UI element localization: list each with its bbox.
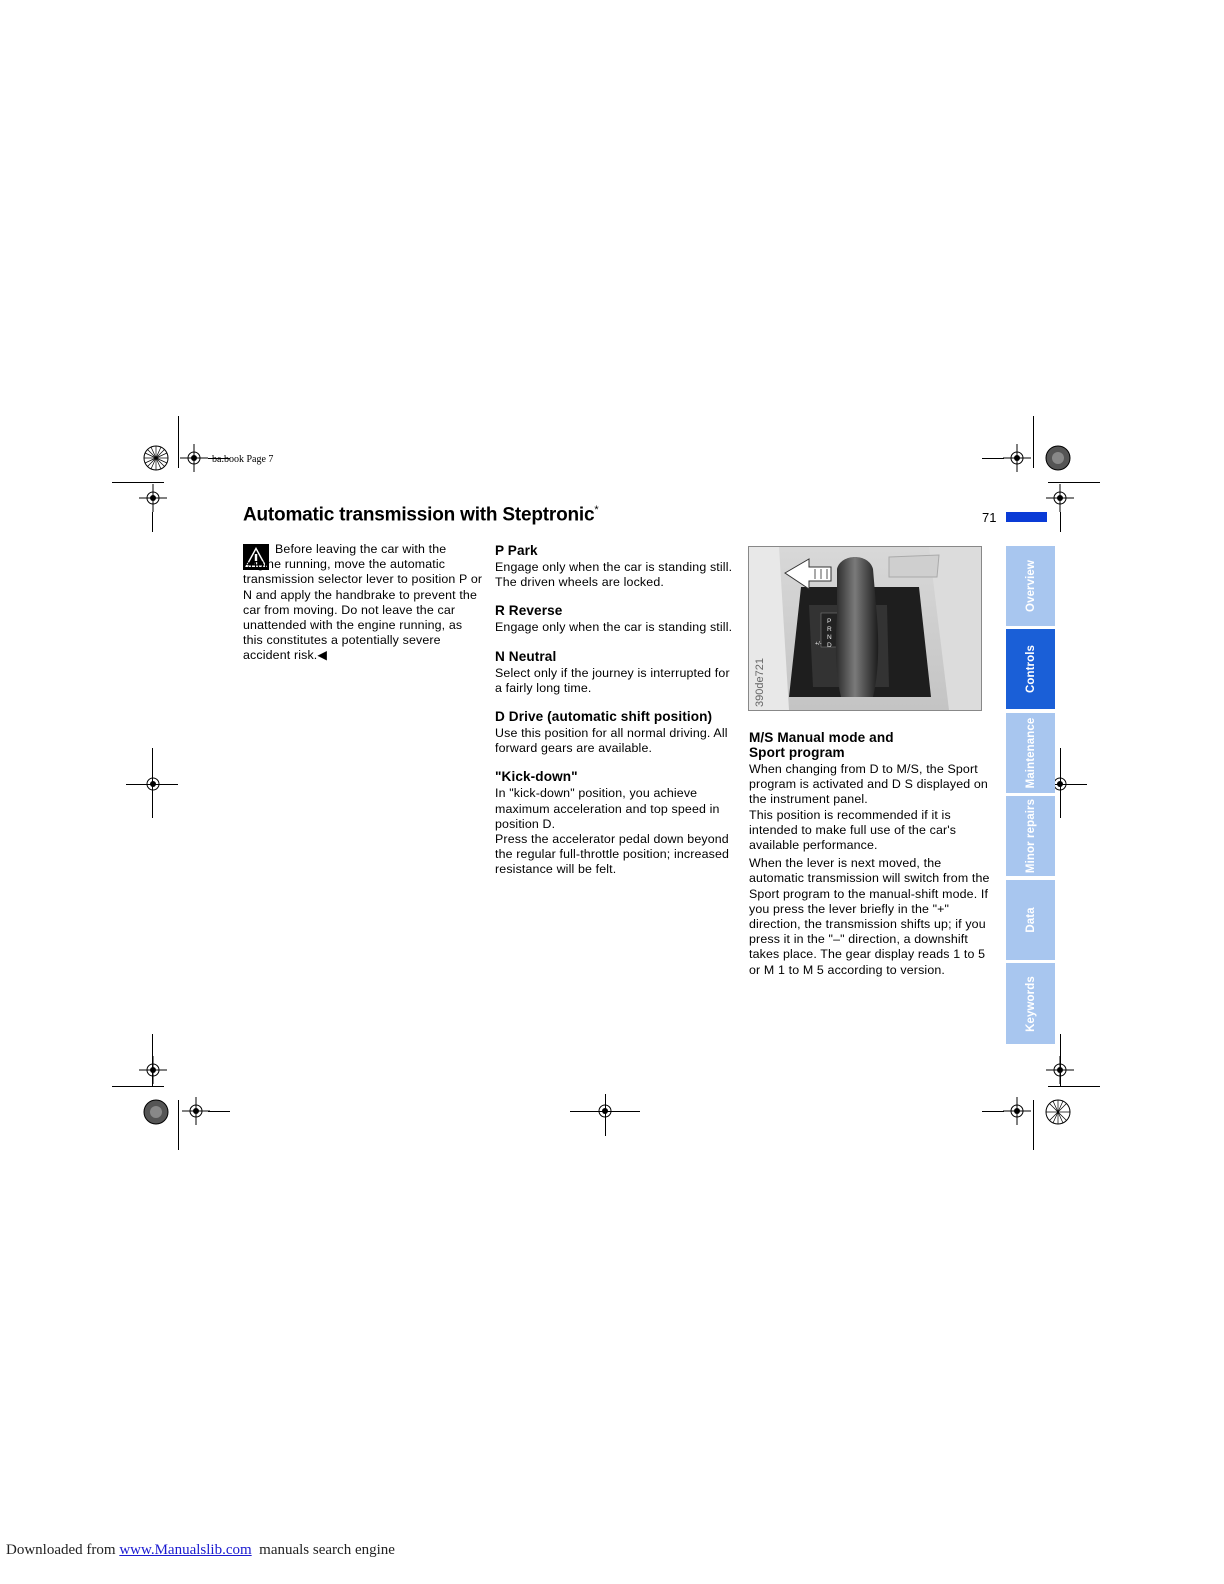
tab-minor-repairs-label: Minor repairs bbox=[1024, 798, 1037, 874]
registration-mark-icon bbox=[1040, 1094, 1076, 1130]
crosshair-icon bbox=[139, 484, 167, 512]
tab-data[interactable] bbox=[1006, 880, 1055, 960]
park-heading: P Park bbox=[495, 543, 538, 558]
neutral-heading: N Neutral bbox=[495, 648, 557, 664]
tab-controls[interactable] bbox=[1006, 629, 1055, 709]
tab-data-label: Data bbox=[1024, 907, 1037, 933]
manualslib-link[interactable]: www.Manualslib.com bbox=[119, 1542, 252, 1558]
end-mark-icon: ◀ bbox=[317, 648, 328, 663]
tab-maintenance[interactable] bbox=[1006, 713, 1055, 793]
tab-maintenance-label: Maintenance bbox=[1024, 717, 1037, 789]
tab-keywords[interactable] bbox=[1006, 963, 1055, 1044]
selector-lever-photo bbox=[748, 546, 982, 711]
crosshair-icon bbox=[139, 1056, 167, 1084]
section-drive bbox=[495, 709, 737, 756]
right-column bbox=[749, 730, 994, 981]
gate-label-r: R bbox=[827, 626, 832, 633]
section-kickdown bbox=[495, 769, 737, 877]
ms-heading-2: Sport program bbox=[749, 745, 845, 760]
warning-text-block bbox=[243, 542, 483, 664]
page-title bbox=[243, 504, 598, 526]
warning-text: Before leaving the car with the engine running, move the automatic transmission selector lever to position P or N and apply the handbrake to prevent the car from moving. Do not leave the car unattended with the engine running, as this constitutes a potentially severe accident risk. bbox=[243, 542, 483, 663]
footer-prefix: Downloaded from bbox=[6, 1542, 120, 1558]
gate-label-manual: +/- bbox=[815, 641, 822, 647]
kickdown-text-1: In "kick-down" position, you achieve maximum acceleration and top speed in position D. bbox=[495, 786, 720, 831]
registration-mark-icon bbox=[138, 1094, 174, 1130]
tab-overview-label: Overview bbox=[1024, 560, 1037, 612]
book-label: ba.book Page 7 bbox=[212, 454, 274, 465]
gate-label-d: D bbox=[827, 642, 832, 649]
crosshair-icon bbox=[591, 1097, 619, 1125]
kickdown-text-2: Press the accelerator pedal down beyond the regular full-throttle position; increased resistance will be felt. bbox=[495, 832, 730, 877]
park-text: Engage only when the car is standing still. The driven wheels are locked. bbox=[495, 560, 733, 590]
ms-text-2: This position is recommended if it is intended to make full use of the car's available performance. bbox=[749, 807, 957, 853]
tab-overview[interactable] bbox=[1006, 546, 1055, 626]
section-neutral bbox=[495, 649, 737, 696]
crosshair-icon bbox=[1003, 444, 1031, 472]
footer-suffix: manuals search engine bbox=[251, 1542, 395, 1558]
gate-label-p: P bbox=[827, 618, 832, 625]
registration-mark-icon bbox=[1040, 440, 1076, 476]
ms-heading-1: M/S Manual mode and bbox=[749, 730, 894, 745]
page-number-bar bbox=[1006, 512, 1047, 522]
section-reverse bbox=[495, 603, 737, 635]
tab-controls-label: Controls bbox=[1024, 644, 1037, 694]
gate-label-n: N bbox=[827, 634, 832, 641]
kickdown-heading: "Kick-down" bbox=[495, 769, 578, 785]
neutral-text: Select only if the journey is interrupted for a fairly long time. bbox=[495, 665, 730, 695]
crosshair-icon bbox=[1046, 484, 1074, 512]
reverse-text: Engage only when the car is standing still. bbox=[495, 620, 733, 635]
section-park bbox=[495, 543, 737, 590]
title-mark: * bbox=[594, 504, 599, 516]
photo-code: 390de721 bbox=[754, 658, 766, 707]
crosshair-icon bbox=[1046, 1056, 1074, 1084]
middle-column bbox=[495, 543, 737, 891]
drive-text: Use this position for all normal driving. All forward gears are available. bbox=[495, 726, 728, 756]
gear-selector-illustration bbox=[749, 547, 981, 710]
crosshair-icon bbox=[180, 444, 208, 472]
crosshair-icon bbox=[139, 770, 167, 798]
crosshair-icon bbox=[182, 1097, 210, 1125]
ms-text-3: When the lever is next moved, the automatic transmission will switch from the Sport program to the manual-shift mode. If you press the lever briefly in the "+" direction, the transmission shifts up; if you press it in the "–" direction, a downshift takes place. The gear display reads 1 to 5 or M 1 to M 5 according to version. bbox=[749, 856, 990, 977]
page-title-text: Automatic transmission with Steptronic bbox=[243, 504, 595, 526]
tab-minor-repairs[interactable] bbox=[1006, 796, 1055, 876]
drive-heading: D Drive (automatic shift position) bbox=[495, 709, 713, 725]
tab-keywords-label: Keywords bbox=[1024, 975, 1037, 1032]
ms-text-1: When changing from D to M/S, the Sport program is activated and D S displayed on the instrument panel. bbox=[749, 762, 988, 807]
crosshair-icon bbox=[1003, 1097, 1031, 1125]
registration-mark-icon bbox=[138, 440, 174, 476]
reverse-heading: R Reverse bbox=[495, 603, 563, 619]
download-footer bbox=[6, 1542, 395, 1559]
page-number: 71 bbox=[982, 510, 997, 525]
